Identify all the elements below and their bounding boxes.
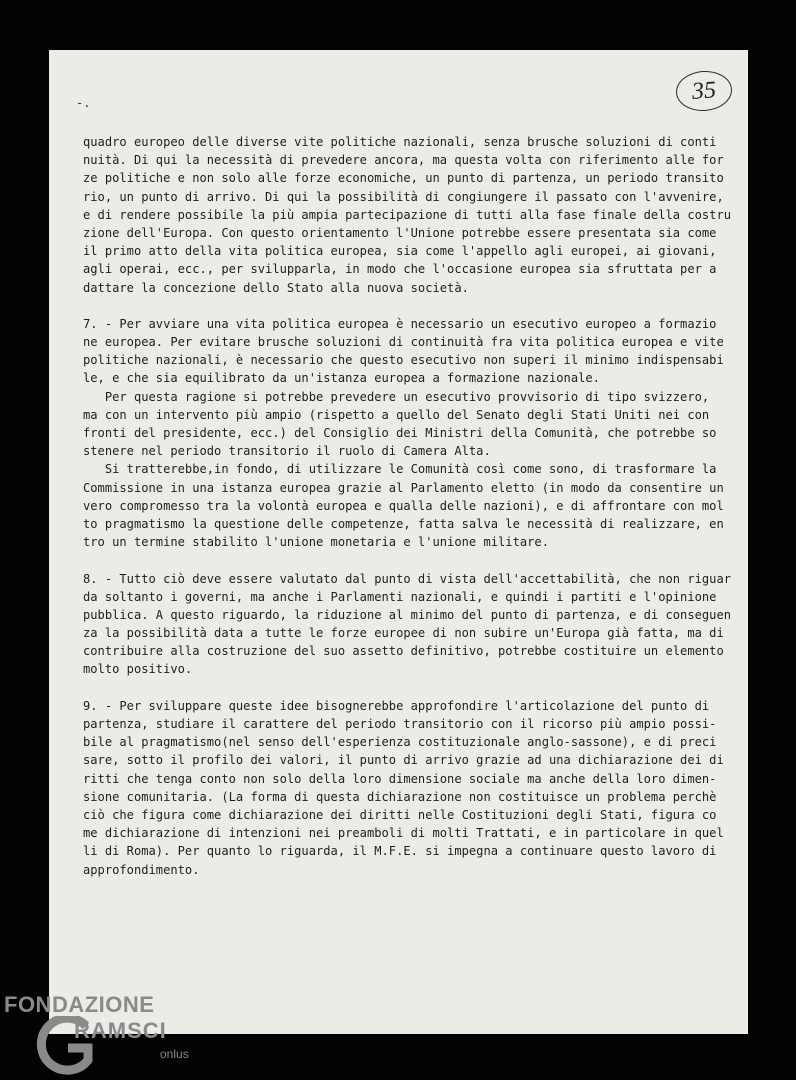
text-line: sare, sotto il profilo dei valori, il punto di arrivo grazie ad una dichiarazione dei di — [83, 753, 724, 768]
text-line: e di rendere possibile la più ampia partecipazione di tutti alla fase finale della costru — [83, 207, 732, 222]
text-line: partenza, studiare il carattere del periodo transitorio con il ricorso più ampio possi- — [83, 717, 717, 731]
text-line: nuità. Di qui la necessità di prevedere ancora, ma questa volta con riferimento alle for — [83, 153, 724, 168]
text-line: Si tratterebbe,in fondo, di utilizzare le Comunità così come sono, di trasformare la — [83, 462, 717, 477]
text-line: vero compromesso tra la volontà europea e qualla delle nazioni), e di affrontare con mol — [83, 498, 724, 513]
text-line: quadro europeo delle diverse vite politiche nazionali, senza brusche soluzioni di conti — [83, 135, 717, 149]
text-line: le, e che sia equilibrato da un'istanza europea a formazione nazionale. — [83, 371, 600, 386]
text-line: to pragmatismo la questione delle competenze, fatta salva le necessità di realizzare, en — [83, 516, 724, 531]
text-line: ze politiche e non solo alle forze economiche, un punto di partenza, un periodo transito — [83, 171, 724, 186]
text-line: molto positivo. — [83, 662, 193, 677]
text-line: sione comunitaria. (La forma di questa dichiarazione non costituisce un problema perchè — [83, 789, 717, 804]
text-line: il primo atto della vita politica europea, sia come l'appello agli europei, ai giovani, — [83, 244, 717, 259]
text-line: stenere nel periodo transitorio il ruolo di Camera Alta. — [83, 444, 491, 459]
text-line: za la possibilità data a tutte le forze europee di non subire un'Europa già fatta, ma di — [83, 626, 724, 641]
text-line: rio, un punto di arrivo. Di qui la possibilità di congiungere il passato con l'avvenire, — [83, 189, 724, 204]
text-line: dattare la concezione dello Stato alla nuova società. — [83, 280, 469, 295]
text-line: zione dell'Europa. Con questo orientamento l'Unione potrebbe essere presentata sia come — [83, 225, 717, 240]
text-line: 7. - Per avviare una vita politica europea è necessario un esecutivo europeo a formazio — [83, 316, 717, 331]
text-line: ne europea. Per evitare brusche soluzioni di continuità fra vita politica europea e vite — [83, 335, 724, 350]
text-line: Commissione in una istanza europea grazie al Parlamento eletto (in modo da consentire un — [83, 480, 724, 495]
paragraph-9 — [83, 697, 723, 879]
text-line: da soltanto i governi, ma anche i Parlamenti nazionali, e quindi i partiti e l'opinione — [83, 589, 717, 604]
text-line: politiche nazionali, è necessario che questo esecutivo non superi il minimo indispensabi — [83, 353, 724, 368]
text-line: ma con un intervento più ampio (rispetto a quello del Senato degli Stati Uniti nei con — [83, 407, 710, 422]
watermark-line2: RAMSCI — [74, 1018, 167, 1043]
text-line: bile al pragmatismo(nel senso dell'esperienza costituzionale anglo-sassone), e di preci — [83, 735, 717, 750]
text-line: contribuire alla costruzione del suo assetto definitivo, potrebbe costituire un elemento — [83, 644, 724, 659]
text-line: agli operai, ecc., per svilupparla, in modo che l'occasione europea sia sfruttata per a — [83, 262, 717, 277]
text-line: fronti del presidente, ecc.) del Consiglio dei Ministri della Comunità, che potrebbe so — [83, 426, 717, 440]
watermark-line1: FONDAZIONE — [4, 992, 155, 1017]
paragraph-continuation — [83, 133, 732, 297]
corner-mark: -. — [76, 96, 91, 110]
text-line: approfondimento. — [83, 862, 200, 877]
text-line: Per questa ragione si potrebbe prevedere un esecutivo provvisorio di tipo svizzero, — [83, 389, 710, 404]
page-number-stamp: 35 — [675, 69, 734, 113]
text-line: me dichiarazione di intenzioni nei preamboli di molti Trattati, e in particolare in quel — [83, 826, 724, 841]
text-line: 9. - Per sviluppare queste idee bisognerebbe approfondire l'articolazione del punto di — [83, 698, 710, 713]
paragraph-8 — [83, 570, 732, 679]
text-line: li di Roma). Per quanto lo riguarda, il M.F.E. si impegna a continuare questo lavoro di — [83, 844, 717, 859]
paragraph-7 — [83, 315, 723, 551]
text-line: ciò che figura come dichiarazione dei diritti nelle Costituzioni degli Stati, figura co — [83, 807, 717, 822]
fondazione-gramsci-watermark — [4, 992, 204, 1078]
watermark-sub: onlus — [160, 1047, 189, 1061]
text-line: tro un termine stabilito l'unione monetaria e l'unione militare. — [83, 535, 549, 550]
document-body — [83, 133, 732, 879]
text-line: ritti che tenga conto non solo della loro dimensione sociale ma anche della loro dimen- — [83, 771, 717, 786]
text-line: pubblica. A questo riguardo, la riduzione al minimo del punto di partenza, e di conseguen — [83, 607, 732, 622]
text-line: 8. - Tutto ciò deve essere valutato dal punto di vista dell'accettabilità, che non riguar — [83, 571, 732, 586]
